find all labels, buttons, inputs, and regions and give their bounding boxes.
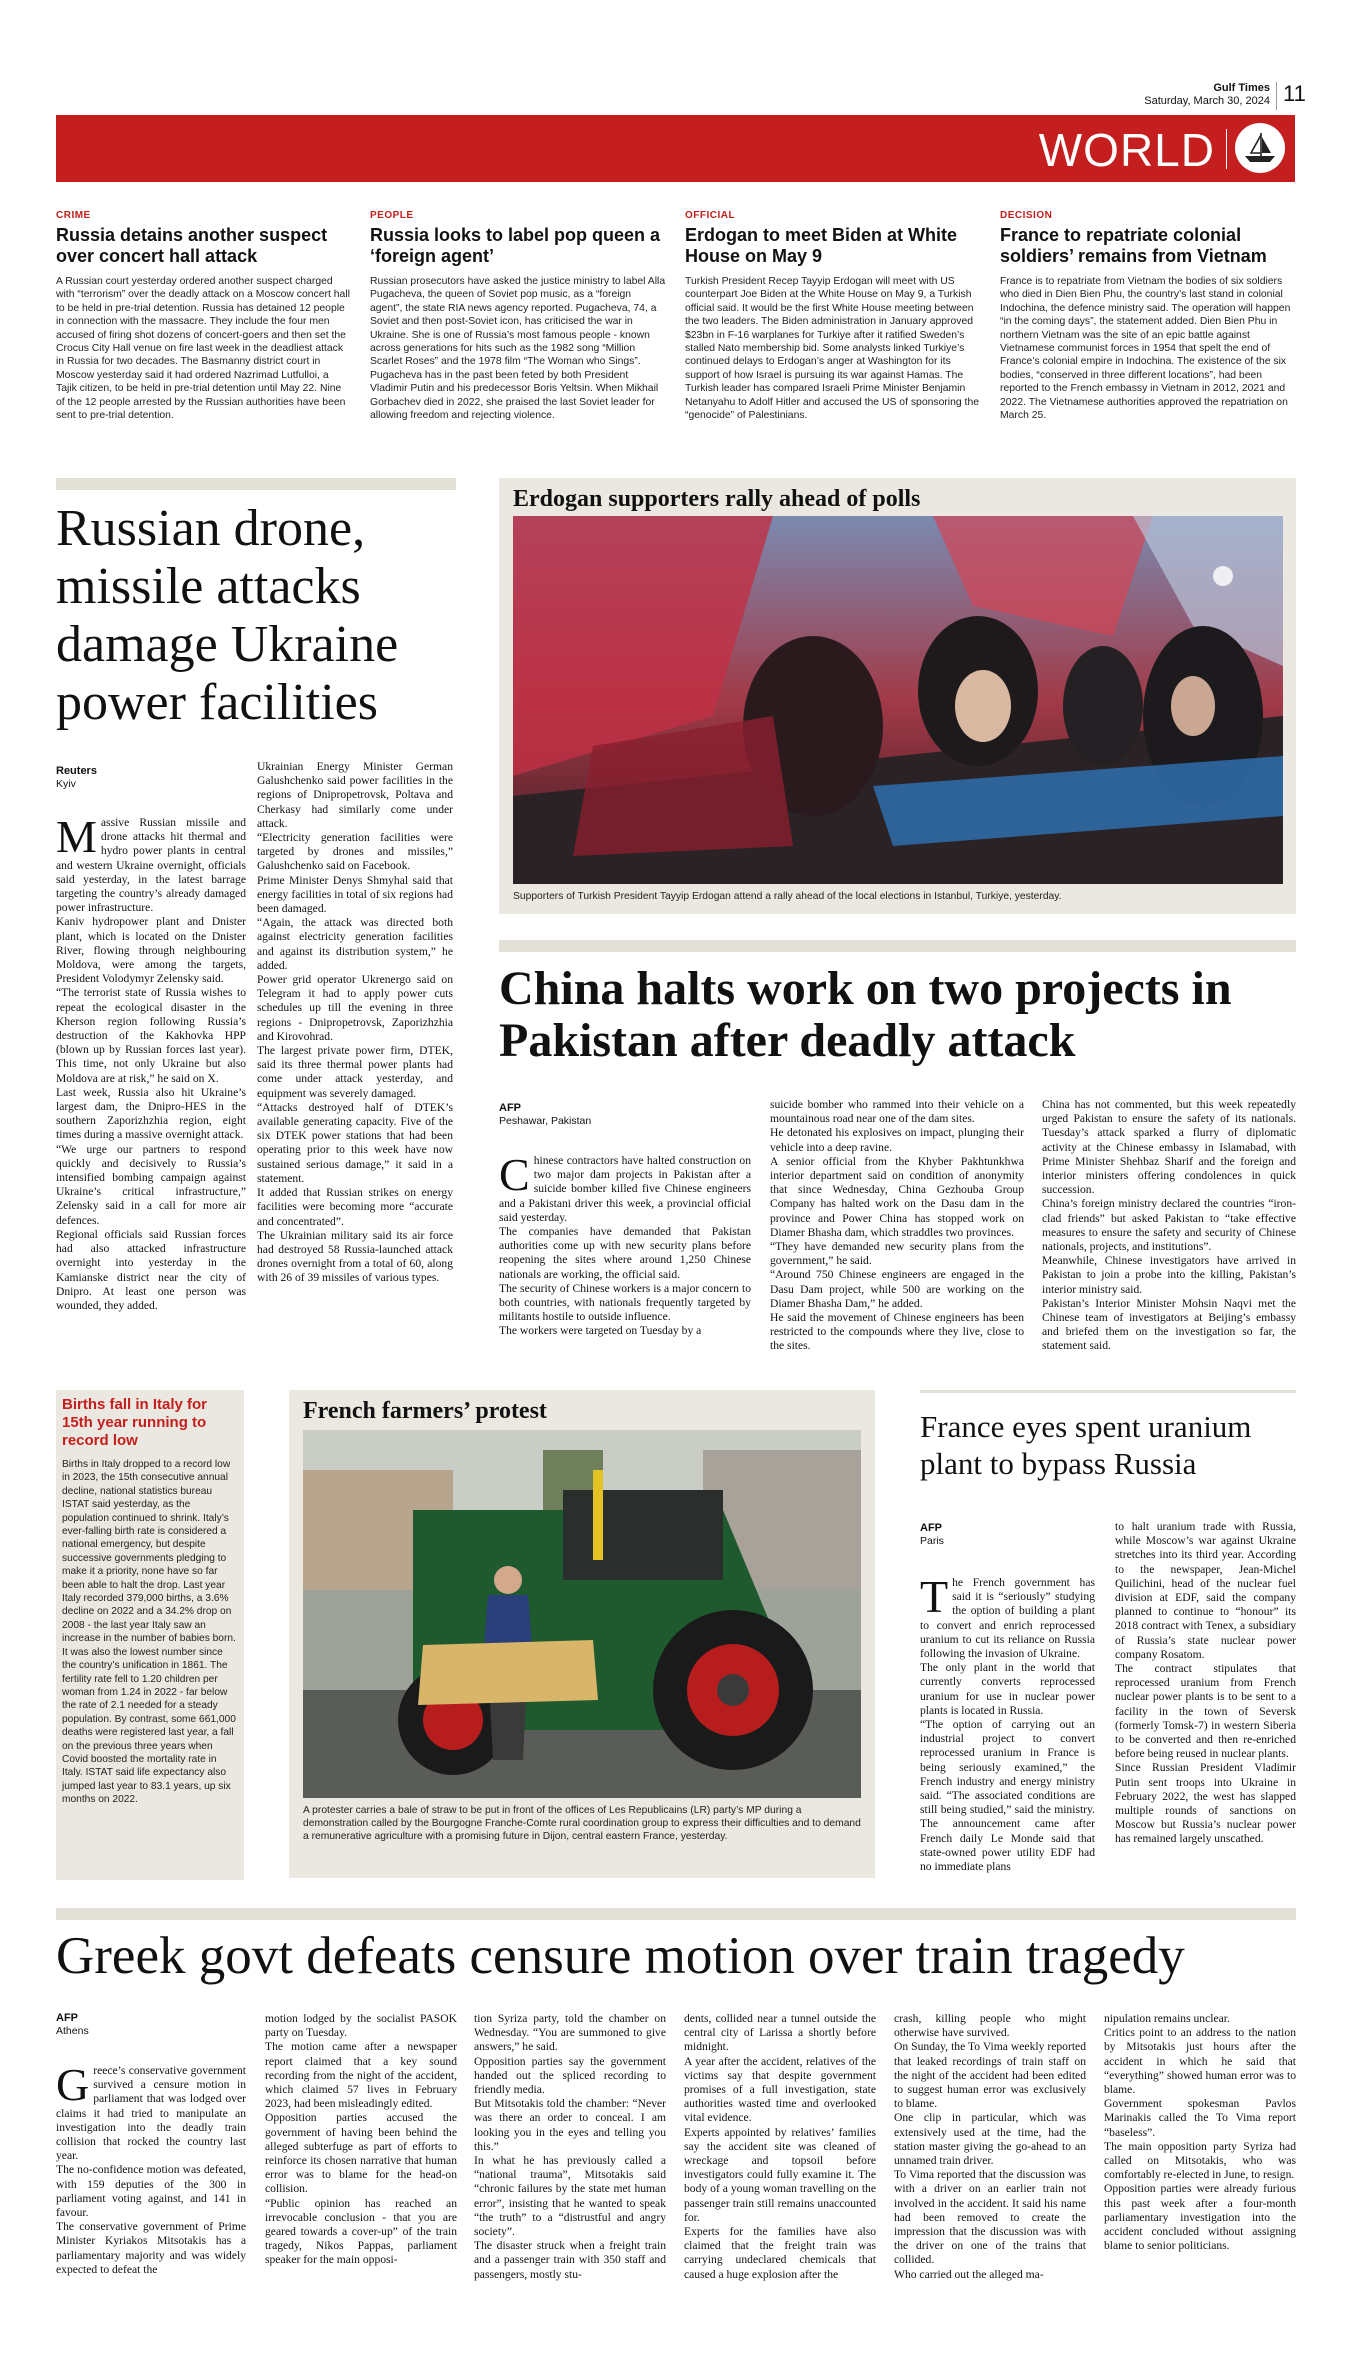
paragraph: Meanwhile, Chinese investigators have arrived in Pakistan to join a probe into the killing, Pakistan’s interior ministry said. <box>1042 1254 1296 1296</box>
dateline: Paris <box>920 1535 944 1547</box>
dateline: Athens <box>56 2025 89 2037</box>
paragraph: Prime Minister Denys Shmyhal said that energy facilities in total of six regions had been damaged. <box>257 873 453 916</box>
photo-caption: Supporters of Turkish President Tayyip Erdogan attend a rally ahead of the local elections in Istanbul, Turkiye, yesterday. <box>513 891 1062 902</box>
paragraph: The contract stipulates that reprocessed uranium from French nuclear power plants is to be sent to a facility in the town of Seversk (formerly Tomsk-7) in western Siberia to be converted and then re-enriched before being reused in nuclear plants. <box>1115 1662 1296 1761</box>
banner-divider <box>1226 129 1227 169</box>
ukraine-top-rule <box>56 478 456 490</box>
china-column-2 <box>770 1098 1024 1354</box>
paragraph: Government spokesman Pavlos Marinakis called the To Vima report “baseless”. <box>1104 2097 1296 2139</box>
brief-headline: Russia looks to label pop queen a ‘foreign agent’ <box>370 225 661 266</box>
paragraph: to halt uranium trade with Russia, while Moscow’s war against Ukraine stretches into its third year. According to the newspaper, Jean-Michel Quilichini, head of the nuclear fuel division at EDF, said the company planned to continue to “honour” its 2018 contract with Tenex, a subsidiary of Russia’s state nuclear power company Rosatom. <box>1115 1520 1296 1661</box>
paragraph: He detonated his explosives on impact, plunging their vehicle into a deep ravine. <box>770 1126 1024 1154</box>
paragraph: Chinese contractors have halted construction on two major dam projects in Pakistan after a suicide bomber killed five Chinese engineers and a Pakistani driver this week, a provincial official said yesterday. <box>499 1149 751 1224</box>
paragraph: motion lodged by the socialist PASOK party on Tuesday. <box>265 2012 457 2040</box>
greece-top-rule <box>56 1908 1296 1920</box>
paragraph: Ukrainian Energy Minister German Galushchenko said power facilities in the regions of Dnipropetrovsk, Poltava and Cherkasy had similarly come under attack. <box>257 760 453 830</box>
paragraph: The only plant in the world that currently converts reprocessed uranium for use in nuclear power plants is located in Russia. <box>920 1661 1095 1717</box>
paragraph: Opposition parties were already furious this past week after a four-month parliamentary investigation into the accident concluded without assigning blame to senior politicians. <box>1104 2182 1296 2253</box>
agency: AFP <box>499 1102 521 1114</box>
china-headline: China halts work on two projects in Pakistan after deadly attack <box>499 962 1232 1067</box>
erdogan-photo-box <box>499 478 1296 914</box>
paragraph: The Ukrainian military said its air force had destroyed 58 Russia-launched attack drones overnight from a total of 60, along with 26 of 39 missiles of various types. <box>257 1228 453 1285</box>
photo-caption: A protester carries a bale of straw to be put in front of the offices of Les Republicains (LR) party’s MP during a demonstration called by the Bourgogne Franche-Comte rural coordination group to express their difficulties and to demand a remunerative agriculture with a promising future in Dijon, central eastern France, yesterday. <box>303 1805 861 1842</box>
paragraph: “Again, the attack was directed both against electricity generation facilities and against its distribution system,” he added. <box>257 916 453 972</box>
folio-divider <box>1276 82 1277 110</box>
brief-headline: Russia detains another suspect over concert hall attack <box>56 225 328 266</box>
italy-headline: Births fall in Italy for 15th year running to record low <box>62 1396 208 1449</box>
folio <box>1100 82 1270 108</box>
paragraph: One clip in particular, which was extensively used at the time, had the station master giving the go-ahead to an unnamed train driver. <box>894 2111 1086 2168</box>
brief-headline: France to repatriate colonial soldiers’ remains from Vietnam <box>1000 225 1267 266</box>
brief-body: A Russian court yesterday ordered another suspect charged with “terrorism” over the deadly attack on a Moscow concert hall to be held in pre-trial detention. Russia has detained 12 people in connection with the massacre. They include the four men accused of firing shot dozens of concert-goers and then set the Crocus City Hall venue on fire last week in the deadliest attack in Russia for two decades. The Basmanny district court in Moscow yesterday said it had ordered Nazrimad Lutfulloi, a Tajik citizen, to be held in pre-trial detention until May 22. Nine of the 12 people arrested by the Russian authorities have been sent to pre-trial detention. <box>56 276 350 422</box>
greece-column-2 <box>265 2012 457 2268</box>
paragraph: China has not commented, but this week repeatedly urged Pakistan to ensure the safety of its nationals. Tuesday’s attack sparked a flurry of diplomatic activity at the Chinese embassy in Islamabad, with Prime Minister Shehbaz Sharif and the foreign and interior ministers offering condolences in quick succession. <box>1042 1098 1296 1197</box>
dateline: Kyiv <box>56 778 76 790</box>
uranium-byline <box>920 1522 944 1548</box>
uranium-headline: France eyes spent uranium plant to bypass Russia <box>920 1409 1252 1481</box>
paragraph: “The terrorist state of Russia wishes to repeat the ecological disaster in the Kherson region following Russia’s destruction of the Kakhovka HPP (blown up by Russian forces last year). This time, not only Ukraine but also Moldova are at risk,” he said on X. <box>56 986 246 1085</box>
china-column-1 <box>499 1149 751 1339</box>
china-column-3 <box>1042 1098 1296 1354</box>
paragraph: He said the movement of Chinese engineers has been restricted to the compounds where they live, close to the sites. <box>770 1311 1024 1353</box>
paragraph: The security of Chinese workers is a major concern to both countries, with nationals frequently targeted by militants hostile to outside influence. <box>499 1281 751 1324</box>
paragraph: “The option of carrying out an industrial project to convert reprocessed uranium in France is being seriously examined,” the French industry and energy ministry said. “The associated conditions are still being studied,” said the ministry. The announcement came after French daily Le Monde said that state-owned power utility EDF had no immediate plans <box>920 1718 1095 1874</box>
paragraph: The no-confidence motion was defeated, with 159 deputies of the 300 in parliament voting against, and 141 in favour. <box>56 2163 246 2220</box>
paragraph: Power grid operator Ukrenergo said on Telegram it had to apply power cuts schedules up till the evening in three regions - Dnipropetrovsk, Zaporizhzhia and Kirovohrad. <box>257 973 453 1043</box>
agency: Reuters <box>56 765 97 777</box>
uranium-column-2 <box>1115 1520 1296 1847</box>
brief-kicker: OFFICIAL <box>685 210 736 221</box>
section-title: WORLD <box>1038 124 1215 176</box>
agency: AFP <box>56 2012 78 2024</box>
paragraph: Since Russian President Vladimir Putin sent troops into Ukraine in February 2022, the west has slapped multiple rounds of sanctions on Moscow but Russia’s nuclear power has remained largely unscathed. <box>1115 1761 1296 1846</box>
paragraph: Greece’s conservative government survived a censure motion in parliament that was lodged over claims it had tried to manipulate an investigation into the deadly train collision that rocked the country last year. <box>56 2059 246 2163</box>
paragraph: The workers were targeted on Tuesday by a <box>499 1324 702 1338</box>
paragraph: Massive Russian missile and drone attacks hit thermal and hydro power plants in central and western Ukraine overnight, officials said yesterday, in the latest barrage targeting the country’s already damaged power infrastructure. <box>56 811 246 915</box>
paragraph: “Public opinion has reached an irrevocable conclusion - that you are geared towards a cover-up” of the train tragedy, Nikos Pappas, parliament speaker for the main opposi- <box>265 2196 457 2267</box>
brief-kicker: PEOPLE <box>370 210 414 221</box>
photo-title: French farmers’ protest <box>303 1398 547 1424</box>
ukraine-headline: Russian drone, missile attacks damage Ukraine power facilities <box>56 500 399 731</box>
brief-body: Russian prosecutors have asked the justice ministry to label Alla Pugacheva, the queen of Soviet pop music, as a “foreign agent”, the state RIA news agency reported. Pugacheva, 74, a Soviet and then post-Soviet icon, has criticised the war in Ukraine. She is one of Russia’s most famous people - known across generations for hits such as the 1982 song “Million Scarlet Roses” and the 1978 film “The Woman who Sings”. Pugacheva has in the past been feted by both President Vladimir Putin and his predecessor Boris Yeltsin. When Mikhail Gorbachev died in 2022, she praised the last Soviet leader for allowing freedom and rejecting violence. <box>370 276 666 422</box>
paragraph: Critics point to an address to the nation by Mitsotakis just hours after the accident in which he said that “everything” showed human error was to blame. <box>1104 2026 1296 2097</box>
paragraph: tion Syriza party, told the chamber on Wednesday. “You are summoned to give answers,” he said. <box>474 2012 666 2054</box>
dateline: Peshawar, Pakistan <box>499 1115 592 1127</box>
paragraph: In what he has previously called a “national trauma”, Mitsotakis said “chronic failures by the state met human error”, insisting that he wanted to speak “the truth” to a “distrustful and angry society”. <box>474 2154 666 2239</box>
paragraph: “Electricity generation facilities were targeted by drones and missiles,” Galushchenko said on Facebook. <box>257 831 453 873</box>
brief-official <box>685 210 981 422</box>
paragraph: Pakistan’s Interior Minister Mohsin Naqvi met the Chinese team of investigators at Beijing’s embassy and briefed them on the investigation so far, the statement said. <box>1042 1296 1296 1353</box>
paragraph: “Around 750 Chinese engineers are engaged in the Dasu Dam project, while 500 are working on the Diamer Bhasha Dam,” he added. <box>770 1268 1024 1310</box>
paragraph: The motion came after a newspaper report claimed that a key sound recording from the night of the accident, which claimed 57 lives in February 2023, had been misleadingly edited. <box>265 2040 457 2111</box>
paragraph: The largest private power firm, DTEK, said its three thermal power plants had come under attack yesterday, and equipment was severely damaged. <box>257 1044 453 1100</box>
paragraph: To Vima reported that the discussion was with a driver on an earlier train not involved in the accident. It said his name had been removed to create the impression that the discussion was with the driver on one of the trains that collided. <box>894 2168 1086 2267</box>
brief-decision <box>1000 210 1295 422</box>
china-byline <box>499 1102 591 1128</box>
page-number: 11 <box>1283 81 1306 106</box>
greece-column-3 <box>474 2012 666 2282</box>
paragraph: “They have demanded new security plans from the government,” he said. <box>770 1240 1024 1268</box>
paragraph: Experts for the families have also claimed that the freight train was carrying undeclared chemicals that caused a huge explosion after the <box>684 2225 876 2281</box>
paragraph: “We urge our partners to respond quickly and decisively to Russia’s intensified bombing campaign against Ukraine’s critical infrastructure,” Zelensky said in a call for more air defences. <box>56 1142 246 1227</box>
greece-column-1 <box>56 2059 246 2277</box>
italy-sidebar <box>56 1390 244 1880</box>
paragraph: dents, collided near a tunnel outside the central city of Larissa a shortly before midnight. <box>684 2012 876 2054</box>
paragraph: Opposition parties accused the government of having been behind the alleged subterfuge as part of efforts to reinforce its chosen narrative that human error was to blame for the head-on collision. <box>265 2111 457 2196</box>
greece-column-6 <box>1104 2012 1296 2253</box>
brief-body: Turkish President Recep Tayyip Erdogan will meet with US counterpart Joe Biden at the White House on May 9, a Turkish official said. It would be the first White House meeting between the two leaders. The Biden administration in January approved $23bn in F-16 warplanes for Turkiye after it ratified Sweden’s stalled Nato membership bid. Some analysts linked Turkiye’s continued delays to Erdogan’s anger at Washington for its support of how Israel is pursuing its war against Hamas. The Turkish leader has compared Israeli Prime Minister Benjamin Netanyahu to Adolf Hitler and accused the US of sponsoring the “genocide” of Palestinians. <box>685 276 980 422</box>
paragraph: Experts appointed by relatives’ families say the accident site was cleaned of wreckage and topsoil before investigators could fully examine it. The body of a young woman travelling on the passenger train still remains unaccounted for. <box>684 2125 876 2224</box>
paragraph: The companies have demanded that Pakistan authorities come up with new security plans before reopening the sites where around 1,250 Chinese nationals are working, the official said. <box>499 1225 751 1281</box>
paragraph: On Sunday, the To Vima weekly reported that leaked recordings of train staff on the night of the accident had been edited to suggest human error was exclusively to blame. <box>894 2040 1086 2111</box>
greece-byline <box>56 2012 89 2038</box>
uranium-column-1 <box>920 1571 1095 1874</box>
brief-crime <box>56 210 352 422</box>
greece-column-5 <box>894 2012 1086 2282</box>
paragraph: Who carried out the alleged ma- <box>894 2267 1044 2281</box>
ukraine-column-1 <box>56 811 246 1313</box>
paragraph: A senior official from the Khyber Pakhtunkhwa interior department said on condition of anonymity that since Wednesday, China Gezhouba Group Company has halted work on the Dasu dam in the province and Power China has stopped work on Diamer Bhasha dam, which straddles two provinces. <box>770 1154 1024 1239</box>
paragraph: But Mitsotakis told the chamber: “Never was there an order to conceal. I am looking you in the eyes and telling you this.” <box>474 2097 666 2153</box>
paragraph: The conservative government of Prime Minister Kyriakos Mitsotakis has a parliamentary majority and was widely expected to defeat the <box>56 2220 246 2276</box>
paragraph: nipulation remains unclear. <box>1104 2012 1230 2025</box>
paragraph: The main opposition party Syriza had called on Mitsotakis, who was comfortably re-elected in June, to resign. <box>1104 2139 1296 2182</box>
brief-kicker: DECISION <box>1000 210 1053 221</box>
brief-kicker: CRIME <box>56 210 91 221</box>
italy-body: Births in Italy dropped to a record low in 2023, the 15th consecutive annual decline, national statistics bureau ISTAT said yesterday, as the population continued to shrink. Italy’s ever-falling birth rate is considered a national emergency, but despite successive governments pledging to make it a priority, none have so far been able to halt the drop. Last year Italy recorded 379,000 births, a 3.6% decline on 2022 and a 34.2% drop on 2008 - the last year Italy saw an increase in the number of babies born. It was also the lowest number since the country’s unification in 1861. The fertility rate fell to 1.20 children per woman from 1.24 in 2022 - far below the rate of 2.1 needed for a steady population. By contrast, some 661,000 deaths were registered last year, a fall on the previous three years when Covid boosted the mortality rate in Italy. ISTAT said life expectancy also jumped last year to 83.1 years, up six months on 2022. <box>62 1459 236 1806</box>
paragraph: The disaster struck when a freight train and a passenger train with 350 staff and passengers, mostly stu- <box>474 2239 666 2281</box>
brief-body: France is to repatriate from Vietnam the bodies of six soldiers who died in Dien Bien Phu, the country’s last stand in colonial Indochina, the defence ministry said. The operation will happen “in the coming days”, the statement added. Dien Bien Phu in northern Vietnam was the site of an epic battle against Vietnamese communist forces in 1954 that spelt the end of France’s colonial empire in Indochina. The existence of the six bodies, “conserved in three different locations”, had been reported to the French embassy in Vietnam in 2012, 2021 and 2022. The Vietnamese authorities approved the repatriation on March 25. <box>1000 276 1291 422</box>
photo-title: Erdogan supporters rally ahead of polls <box>513 486 921 512</box>
paragraph: Regional officials said Russian forces had also attacked infrastructure overnight into yesterday in the Kamianske district near the city of Dnipro. At least one person was wounded, they added. <box>56 1227 246 1312</box>
greece-headline: Greek govt defeats censure motion over train tragedy <box>56 1927 1185 1985</box>
paragraph: The French government has said it is “seriously” studying the option of building a plant to convert and enrich reprocessed uranium to cut its reliance on Russia following the invasion of Ukraine. <box>920 1571 1095 1661</box>
issue-date: Saturday, March 30, 2024 <box>1144 95 1270 107</box>
china-top-rule <box>499 940 1296 952</box>
paragraph: A year after the accident, relatives of the victims say that despite government promises of a full investigation, state authorities wasted time and overlooked vital evidence. <box>684 2054 876 2125</box>
paragraph: suicide bomber who rammed into their vehicle on a mountainous road near one of the dam sites. <box>770 1098 1024 1126</box>
brief-headline: Erdogan to meet Biden at White House on May 9 <box>685 225 958 266</box>
paragraph: Last week, Russia also hit Ukraine’s largest dam, the Dnipro-HES in the southern Zaporizhzhia region, eight times during a massive overnight attack. <box>56 1085 246 1142</box>
paragraph: Kaniv hydropower plant and Dnister plant, which is located on the Dnister River, flowing through neighbouring Moldova, were among the targets, President Volodymyr Zelensky said. <box>56 915 246 986</box>
paragraph: Opposition parties say the government handed out the spliced recording to friendly media. <box>474 2054 666 2097</box>
erdogan-rally-photo <box>513 516 1283 884</box>
paper-name: Gulf Times <box>1213 82 1270 94</box>
paragraph: crash, killing people who might otherwise have survived. <box>894 2012 1086 2040</box>
ukraine-column-2 <box>257 760 453 1286</box>
brief-people <box>370 210 666 422</box>
ukraine-byline <box>56 765 97 791</box>
farmers-protest-photo <box>303 1430 861 1798</box>
farmers-photo-box <box>289 1390 875 1878</box>
agency: AFP <box>920 1522 942 1534</box>
paragraph: “Attacks destroyed half of DTEK’s available generating capacity. Five of the six DTEK power stations that had been operating prior to this week have now sustained serious damage,” it said in a statement. <box>257 1100 453 1185</box>
paragraph: It added that Russian strikes on energy facilities were becoming more “accurate and concentrated”. <box>257 1186 453 1228</box>
paragraph: China’s foreign ministry declared the countries “iron-clad friends” but asked Pakistan to “take effective measures to ensure the safety and security of Chinese nationals, projects, and institutions”. <box>1042 1197 1296 1254</box>
dhow-logo-icon <box>1235 123 1285 173</box>
section-banner <box>56 115 1295 182</box>
greece-column-4 <box>684 2012 876 2282</box>
uranium-top-rule <box>920 1390 1296 1393</box>
